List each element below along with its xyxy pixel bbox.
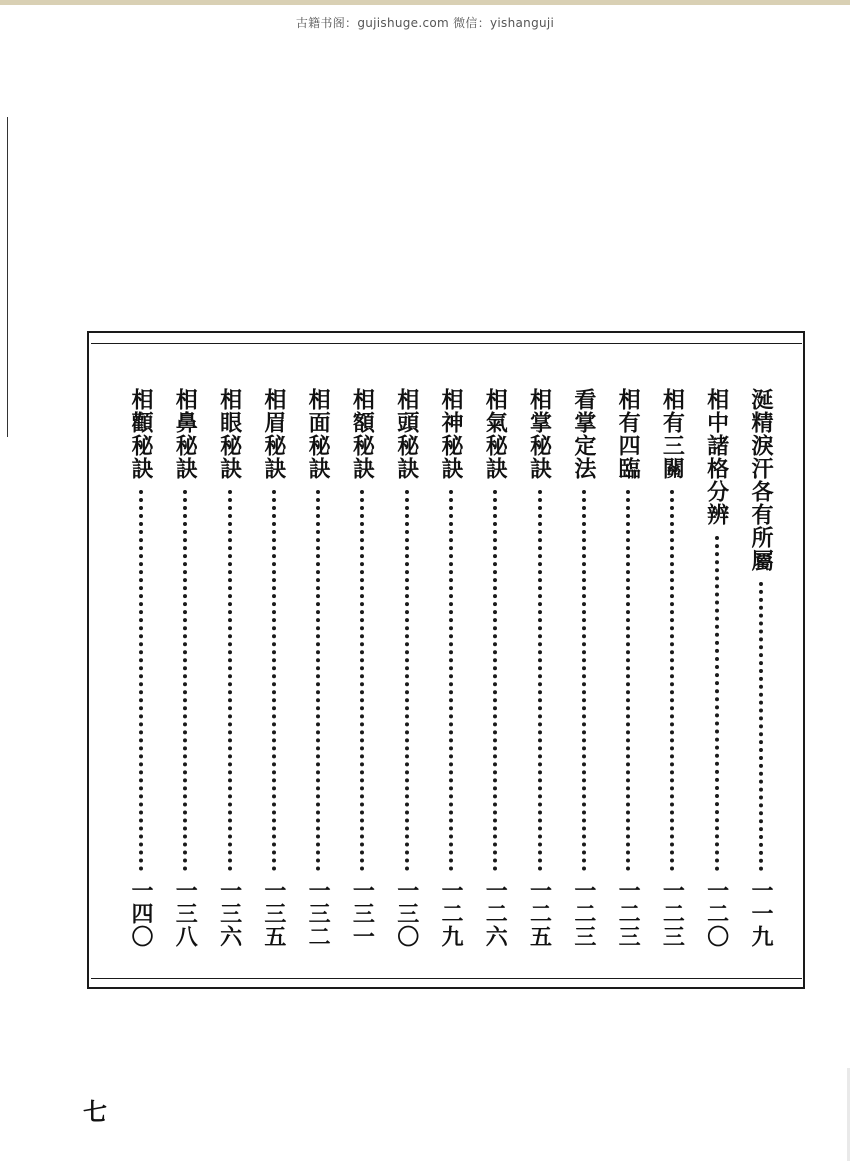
toc-entry-page: 一三〇	[393, 879, 420, 948]
toc-entry-title: 相中諸格分辨	[703, 388, 730, 526]
toc-entry	[259, 388, 289, 948]
toc-leader-dots	[228, 490, 232, 871]
toc-entry-title: 相有三關	[659, 388, 686, 480]
toc-leader-dots	[582, 490, 586, 871]
toc-entry-page: 一二六	[482, 879, 509, 948]
toc-entry	[569, 388, 599, 948]
toc-entry-title: 相顴秘訣	[128, 388, 154, 480]
toc-leader-dots	[759, 582, 763, 871]
toc-entry-title: 相眉秘訣	[260, 388, 287, 480]
toc-leader-dots	[715, 536, 719, 871]
toc-entry	[613, 388, 643, 948]
toc-entry	[436, 388, 466, 948]
toc-entry-title: 相神秘訣	[437, 388, 464, 480]
toc-entry-page: 一二三	[570, 879, 597, 948]
toc-leader-dots	[670, 490, 674, 871]
toc-entry-title: 涎精淚汗各有所屬	[747, 388, 774, 572]
toc-leader-dots	[626, 490, 630, 871]
toc-entry	[480, 388, 510, 948]
toc-entry	[215, 388, 245, 948]
toc-entry-title: 相氣秘訣	[482, 388, 509, 480]
toc-entry	[170, 388, 200, 948]
toc-entry-page: 一三五	[260, 879, 287, 948]
toc-entry-page: 一二九	[437, 879, 464, 948]
toc-entry	[303, 388, 333, 948]
toc-entry	[746, 388, 776, 948]
top-border-strip	[0, 0, 850, 5]
toc-entry-title: 看掌定法	[570, 388, 597, 480]
toc-entry	[347, 388, 377, 948]
watermark-text: 古籍书阁：gujishuge.com 微信：yishanguji	[295, 16, 555, 30]
toc-leader-dots	[272, 490, 276, 871]
scan-edge-line	[7, 117, 8, 437]
toc-entry-page: 一二〇	[703, 879, 730, 948]
toc-leader-dots	[139, 490, 143, 871]
toc-entry-title: 相有四臨	[615, 388, 642, 480]
toc-entry	[702, 388, 732, 948]
toc-entry-title: 相面秘訣	[305, 388, 332, 480]
toc-entry-page: 一三一	[349, 879, 376, 948]
toc-entry-page: 一四〇	[128, 879, 154, 948]
toc-entry	[392, 388, 422, 948]
toc-entry-title: 相眼秘訣	[216, 388, 243, 480]
toc-leader-dots	[449, 490, 453, 871]
toc-leader-dots	[360, 490, 364, 871]
toc-entry-page: 一二三	[659, 879, 686, 948]
page-number: 七	[83, 1097, 107, 1126]
toc-entry-title: 相掌秘訣	[526, 388, 553, 480]
toc-entry-page: 一二五	[526, 879, 553, 948]
toc-leader-dots	[538, 490, 542, 871]
toc-leader-dots	[316, 490, 320, 871]
toc-entry-title: 相頭秘訣	[393, 388, 420, 480]
table-of-contents	[126, 388, 776, 948]
toc-entry	[657, 388, 687, 948]
toc-entry	[126, 388, 156, 948]
toc-leader-dots	[183, 490, 187, 871]
toc-entry-page: 一一九	[747, 879, 774, 948]
toc-entry-title: 相額秘訣	[349, 388, 376, 480]
toc-entry-page: 一三六	[216, 879, 243, 948]
toc-entry-title: 相鼻秘訣	[172, 388, 199, 480]
toc-entry-page: 一三八	[172, 879, 199, 948]
toc-entry	[525, 388, 555, 948]
toc-leader-dots	[405, 490, 409, 871]
toc-entry-page: 一二三	[615, 879, 642, 948]
toc-entry-page: 一三二	[305, 879, 332, 948]
toc-leader-dots	[493, 490, 497, 871]
